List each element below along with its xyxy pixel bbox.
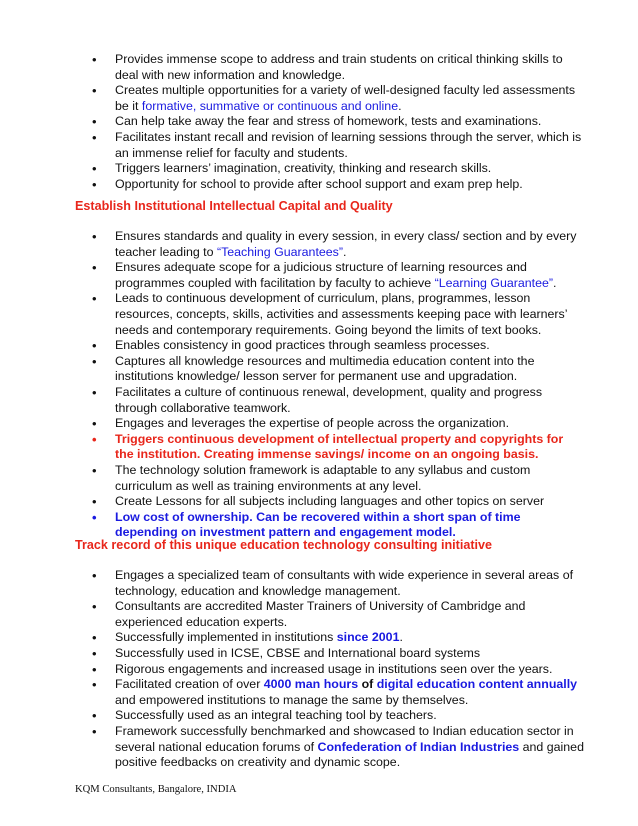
item-text: Framework successfully benchmarked and showcased to Indian education sector in several national education forums of	[115, 723, 574, 754]
section-heading: Establish Institutional Intellectual Capital and Quality	[75, 199, 393, 213]
list-item	[75, 677, 585, 708]
list-item: • Can help take away the fear and stress of homework, tests and examinations.	[75, 114, 585, 130]
list-item: • Triggers learners’ imagination, creativity, thinking and research skills.	[75, 161, 585, 177]
item-text: of	[358, 677, 377, 692]
list-item: • Rigorous engagements and increased usage in institutions seen over the years.	[75, 662, 585, 678]
highlight-text: since 2001	[336, 630, 400, 645]
list-item: • The technology solution framework is adaptable to any syllabus and custom curriculum as well as training environments at any level.	[75, 463, 585, 494]
list-item: • Engages a specialized team of consultants with wide experience in several areas of technology, education and knowledge management.	[75, 568, 585, 599]
list-item: • Consultants are accredited Master Trainers of University of Cambridge and experienced education experts.	[75, 599, 585, 630]
track-record-list	[75, 568, 585, 771]
list-item: • Enables consistency in good practices through seamless processes.	[75, 338, 585, 354]
list-item	[75, 630, 585, 646]
highlight-text: “Teaching Guarantees”	[216, 244, 343, 259]
item-text: Successfully implemented in institutions	[115, 630, 337, 645]
list-item: • Leads to continuous development of curriculum, plans, programmes, lesson resources, concepts, skills, activities and assessments keeping pace with learners’ needs and contemporary requirements. Going beyond the limits of text books.	[75, 291, 585, 338]
list-item: • Facilitates a culture of continuous renewal, development, quality and progress through collaborative teamwork.	[75, 385, 585, 416]
highlight-text: formative, summative or continuous and online	[141, 98, 399, 113]
list-item	[75, 260, 585, 291]
list-item	[75, 83, 585, 114]
list-item: • Create Lessons for all subjects including languages and other topics on server	[75, 494, 585, 510]
item-text: .	[343, 244, 347, 259]
list-item: • Triggers continuous development of intellectual property and copyrights for the institution. Creating immense savings/ income on an ongoing basis.	[75, 432, 585, 463]
item-text: Facilitated creation of over	[115, 677, 264, 692]
list-item: • Opportunity for school to provide after school support and exam prep help.	[75, 177, 585, 193]
item-text: .	[553, 275, 557, 290]
list-item: • Engages and leverages the expertise of people across the organization.	[75, 416, 585, 432]
highlight-text: “Learning Guarantee”	[434, 275, 554, 290]
item-text: and gained positive feedbacks on creativity and dynamic scope.	[115, 739, 584, 770]
list-item: • Successfully used in ICSE, CBSE and International board systems	[75, 646, 585, 662]
item-text: and empowered institutions to manage the same by themselves.	[115, 692, 469, 707]
item-text: Creates multiple opportunities for a variety of well-designed faculty led assessments be it	[115, 83, 576, 113]
list-item	[75, 724, 585, 771]
list-item: • Low cost of ownership. Can be recovered within a short span of time depending on investment pattern and engagement model.	[75, 510, 585, 541]
highlight-text: 4000 man hours	[263, 677, 359, 692]
list-item: • Facilitates instant recall and revision of learning sessions through the server, which is an immense relief for faculty and students.	[75, 130, 585, 161]
list-item: • Captures all knowledge resources and multimedia education content into the institutions knowledge/ lesson server for permanent use and upgradation.	[75, 354, 585, 385]
list-item	[75, 229, 585, 260]
benefits-list	[75, 52, 585, 192]
list-item: • Provides immense scope to address and train students on critical thinking skills to deal with new information and knowledge.	[75, 52, 585, 83]
highlight-text: Confederation of Indian Industries	[317, 739, 520, 754]
item-text: Ensures adequate scope for a judicious structure of learning resources and programmes coupled with facilitation by faculty to achieve	[115, 260, 527, 290]
page-footer: KQM Consultants, Bangalore, INDIA	[75, 784, 237, 795]
item-text: .	[399, 630, 403, 645]
list-item: • Successfully used as an integral teaching tool by teachers.	[75, 708, 585, 724]
highlight-text: digital education content annually	[376, 677, 578, 692]
section-heading: Track record of this unique education technology consulting initiative	[75, 538, 493, 552]
item-text: .	[398, 98, 402, 113]
item-text: Ensures standards and quality in every session, in every class/ section and by every teacher leading to	[115, 229, 577, 259]
capital-quality-list	[75, 229, 585, 541]
